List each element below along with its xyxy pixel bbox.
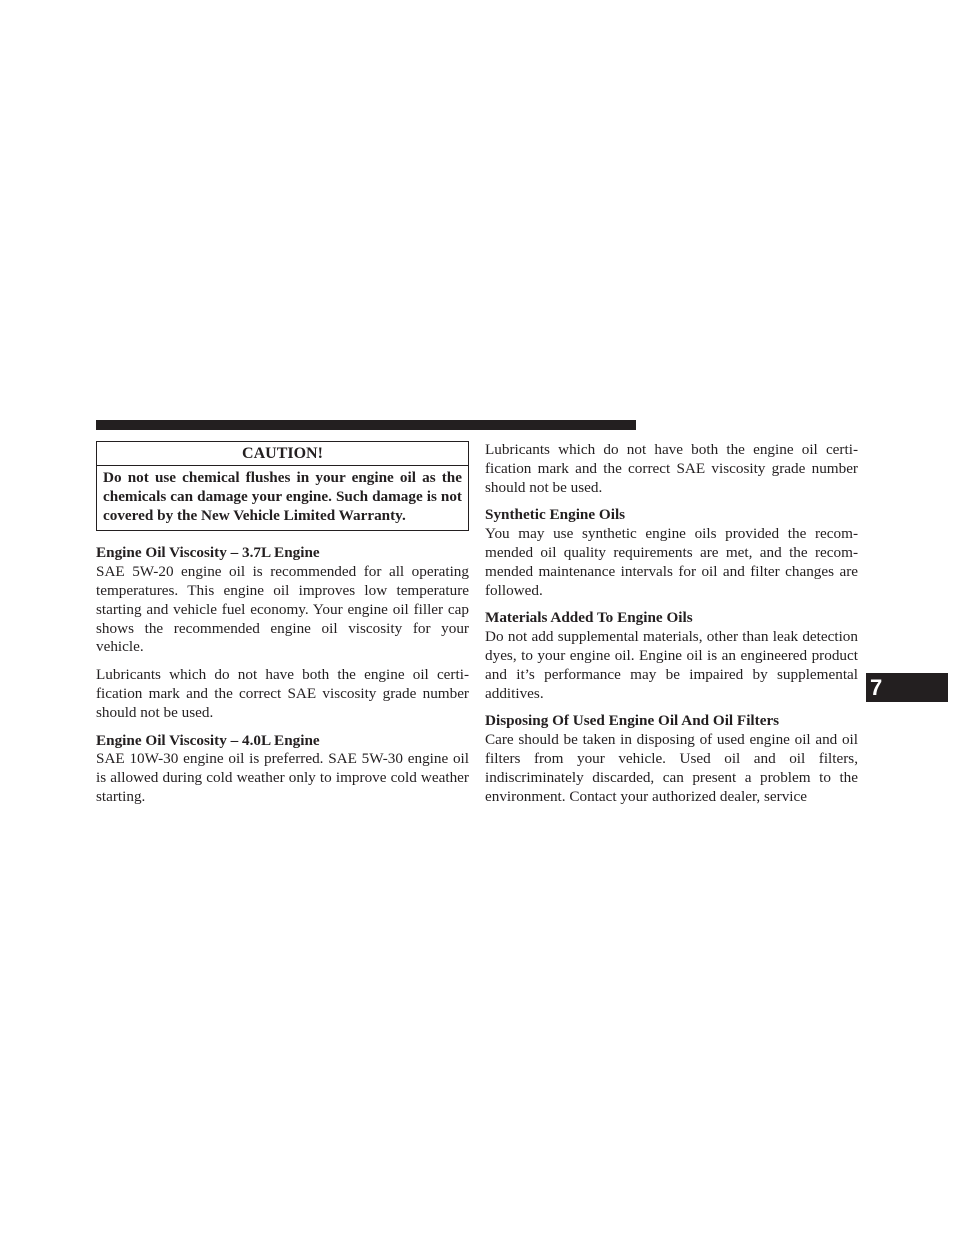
paragraph: SAE 5W-20 engine oil is recommended for all operating temperatures. This engine oil improves low temperature starting and vehicle fuel economy. Your engine oil filler cap shows the recommended engine oil viscosity for your vehicle. xyxy=(96,563,469,656)
section-materials-added xyxy=(485,609,858,703)
paragraph: Care should be taken in disposing of used engine oil and oil filters from your vehicle. Used oil and oil filters, indiscriminately discarded, can present a problem to the environment. Contact your authorized dealer, service xyxy=(485,731,858,805)
section-synthetic-oils xyxy=(485,506,858,600)
paragraph: You may use synthetic engine oils provided the recommended oil quality requirements are met, and the recommended maintenance intervals for oil and filter changes are followed. xyxy=(485,525,858,599)
paragraph: Do not add supplemental materials, other than leak detection dyes, to your engine oil. Engine oil is an engineered product and it’s performance may be impaired by supplemental additives. xyxy=(485,628,858,702)
section-viscosity-37 xyxy=(96,544,469,722)
paragraph: Lubricants which do not have both the engine oil certification mark and the correct SAE viscosity grade number should not be used. xyxy=(96,666,469,721)
paragraph: Lubricants which do not have both the engine oil certification mark and the correct SAE viscosity grade number should not be used. xyxy=(485,441,858,496)
caution-box xyxy=(96,441,469,531)
section-heading: Materials Added To Engine Oils xyxy=(485,609,693,627)
caution-body: Do not use chemical flushes in your engine oil as the chemicals can damage your engine. Such damage is not covered by the New Vehicle Limited Warranty. xyxy=(103,469,462,524)
paragraph: SAE 10W-30 engine oil is preferred. SAE 5W-30 engine oil is allowed during cold weather only to improve cold weather starting. xyxy=(96,750,469,805)
caution-title: CAUTION! xyxy=(97,442,468,466)
section-viscosity-40 xyxy=(96,732,469,807)
section-heading: Synthetic Engine Oils xyxy=(485,506,626,524)
section-heading: Engine Oil Viscosity – 3.7L Engine xyxy=(96,544,320,562)
chapter-tab: 7 xyxy=(866,673,948,702)
right-column xyxy=(485,441,858,815)
section-heading: Disposing Of Used Engine Oil And Oil Filters xyxy=(485,712,780,730)
section-heading: Engine Oil Viscosity – 4.0L Engine xyxy=(96,731,320,749)
left-column xyxy=(96,441,469,816)
top-rule xyxy=(96,420,636,430)
section-disposing-oil xyxy=(485,712,858,806)
